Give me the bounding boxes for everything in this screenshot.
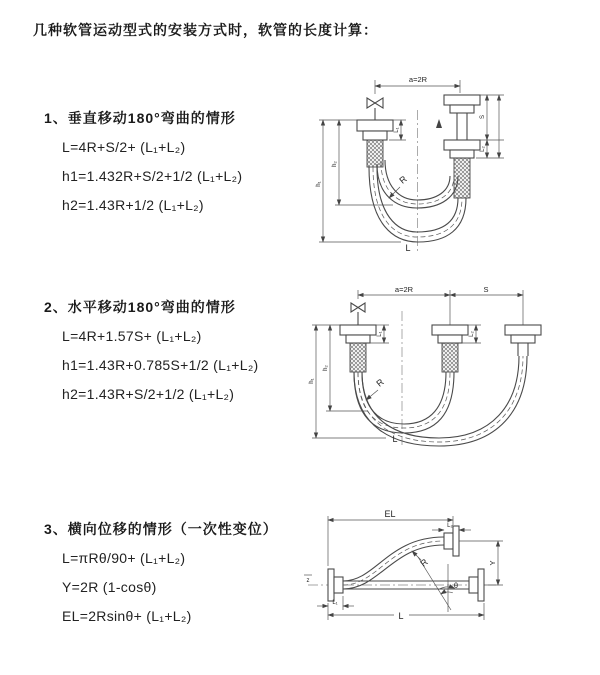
diagram-vertical-180-bend (315, 72, 565, 262)
svg-text:h₁: h₁ (316, 181, 322, 187)
diagram-horizontal-180-bend (308, 283, 570, 455)
section-heading: 3、横向位移的情形（一次性变位） (44, 521, 278, 537)
svg-text:a=2R: a=2R (408, 75, 428, 84)
dim-s (450, 285, 523, 325)
svg-text:z: z (306, 578, 310, 584)
middle-flange-fitting (432, 325, 468, 372)
section-lateral-displacement (44, 519, 278, 637)
svg-text:a=2R: a=2R (394, 285, 414, 294)
svg-text:L₁: L₁ (394, 127, 400, 133)
svg-text:R: R (374, 376, 386, 389)
radius-label (366, 376, 386, 400)
right-flange (469, 569, 484, 601)
formula-line: L=4R+1.57S+ (L₁+L₂) (62, 328, 202, 344)
hose-u-curves (354, 356, 527, 446)
formula-line: h2=1.43R+1/2 (L₁+L₂) (62, 197, 204, 213)
valve-icon (367, 98, 383, 120)
movement-arrow-icon (436, 119, 442, 128)
valve-icon (351, 303, 365, 325)
svg-text:L₁: L₁ (377, 331, 383, 337)
centerline-mark (304, 575, 312, 584)
svg-text:L₁: L₁ (332, 600, 338, 606)
formula-line: EL=2Rsinθ+ (L₁+L₂) (62, 608, 192, 624)
svg-text:h₂: h₂ (323, 365, 329, 371)
formula-line: Y=2R (1-cosθ) (62, 579, 157, 595)
formula-line: h1=1.43R+0.785S+1/2 (L₁+L₂) (62, 357, 259, 373)
svg-text:θ: θ (453, 581, 459, 590)
diagram-lateral-displacement (298, 508, 543, 643)
length-label: L (392, 434, 398, 444)
formula-line: L=4R+S/2+ (L₁+L₂) (62, 139, 186, 155)
svg-text:h₂: h₂ (332, 161, 338, 167)
section-vertical-movement (44, 108, 242, 226)
formula-line: h1=1.432R+S/2+1/2 (L₁+L₂) (62, 168, 243, 184)
svg-text:S: S (483, 285, 489, 294)
svg-text:EL: EL (384, 509, 396, 519)
svg-text:R: R (397, 173, 409, 186)
svg-text:L₂: L₂ (447, 523, 453, 529)
svg-text:h₁: h₁ (309, 378, 315, 384)
page-title: 几种软管运动型式的安装方式时，软管的长度计算： (33, 22, 378, 38)
dim-l1 (317, 596, 354, 610)
dim-l2 (432, 523, 471, 530)
upper-flange (444, 526, 459, 556)
formula-line: L=πRθ/90+ (L₁+L₂) (62, 550, 186, 566)
radius-label (412, 551, 430, 569)
right-flange-fitting (505, 325, 541, 356)
left-flange (328, 569, 343, 601)
svg-text:L₂: L₂ (480, 146, 486, 152)
svg-text:R: R (418, 556, 430, 569)
left-flange-fitting (357, 120, 393, 167)
dim-a-2r (358, 285, 450, 325)
dim-l2 (480, 95, 499, 158)
svg-text:S: S (480, 114, 486, 120)
section-heading: 1、垂直移动180°弯曲的情形 (44, 110, 236, 126)
dim-a-2r (375, 75, 460, 94)
section-heading: 2、水平移动180°弯曲的情形 (44, 299, 236, 315)
svg-text:L: L (398, 611, 404, 621)
svg-text:L₂: L₂ (469, 331, 475, 337)
length-label: L (405, 243, 411, 253)
svg-text:Y: Y (488, 560, 497, 566)
formula-line: h2=1.43R+S/2+1/2 (L₁+L₂) (62, 386, 235, 402)
left-flange-fitting (340, 325, 376, 372)
section-horizontal-movement (44, 297, 259, 415)
